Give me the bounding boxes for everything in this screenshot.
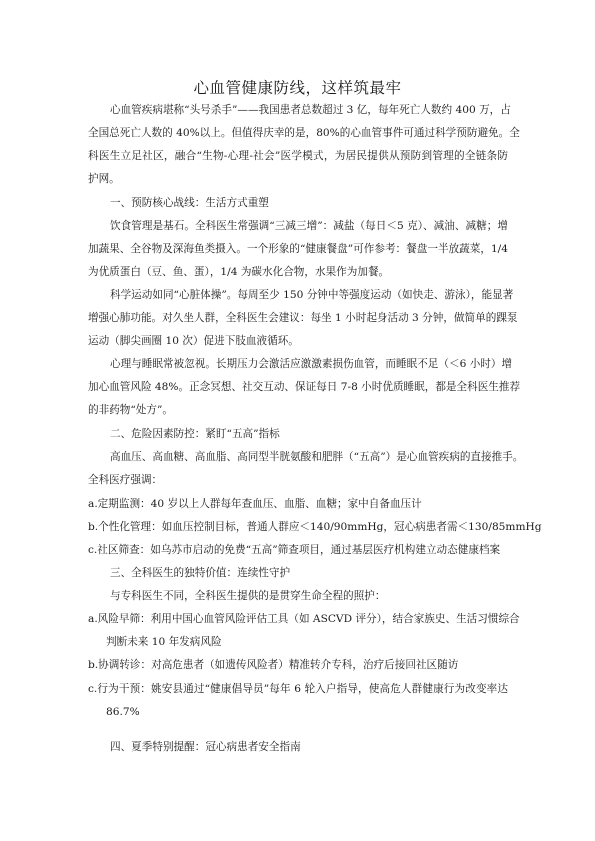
paragraph-line: 的非药物“处方”。 <box>88 404 173 416</box>
paragraph-line: 运动（脚尖画圈 10 次）促进下肢血液循环。 <box>88 335 299 347</box>
intro-line: 心血管疾病堪称“头号杀手”——我国患者总数超过 3 亿，每年死亡人数约 400 万，占 <box>110 104 511 116</box>
paragraph-line: 加蔬果、全谷物及深海鱼类摄入。一个形象的“健康餐盘”可作参考：餐盘一半放蔬菜，1/4 <box>88 243 508 255</box>
intro-line: 科医生立足社区，融合“生物-心理-社会”医学模式，为居民提供从预防到管理的全链条防 <box>88 150 508 162</box>
section-heading: 三、全科医生的独特价值：连续性守护 <box>110 567 291 579</box>
paragraph-line: 全科医疗强调： <box>88 474 163 486</box>
document-title: 心血管健康防线，这样筑最牢 <box>193 79 402 97</box>
list-item: b.个性化管理：如血压控制目标，普通人群应＜140/90mmHg，冠心病患者需＜130/85mmHg <box>88 521 542 533</box>
list-item-continuation: 判断未来 10 年发病风险 <box>106 636 222 648</box>
paragraph-line: 高血压、高血糖、高血脂、高同型半胱氨酸和肥胖（“五高”）是心血管疾病的直接推手。 <box>110 451 524 463</box>
paragraph-line: 与专科医生不同，全科医生提供的是贯穿生命全程的照护： <box>110 590 386 602</box>
paragraph-line: 心理与睡眠常被忽视。长期压力会激活应激激素损伤血管，而睡眠不足（＜6 小时）增 <box>110 358 513 370</box>
list-item: a.风险早筛：利用中国心血管风险评估工具（如 ASCVD 评分），结合家族史、生活习惯综合 <box>88 613 520 625</box>
section-heading: 四、夏季特别提醒：冠心病患者安全指南 <box>110 741 301 753</box>
list-item: c.行为干预：姚安县通过“健康倡导员”每年 6 轮入户指导，使高危人群健康行为改变率达 <box>88 683 508 695</box>
paragraph-line: 增强心肺功能。对久坐人群，全科医生会建议：每坐 1 小时起身活动 3 分钟，做简单的踝泵 <box>88 312 518 324</box>
section-heading: 一、预防核心战线：生活方式重塑 <box>110 197 269 209</box>
list-item: b.协调转诊：对高危患者（如遗传风险者）精准转介专科，治疗后接回社区随访 <box>88 659 459 671</box>
paragraph-line: 为优质蛋白（豆、鱼、蛋），1/4 为碳水化合物，水果作为加餐。 <box>88 266 390 278</box>
list-item: c.社区筛查：如乌苏市启动的免费“五高”筛查项目，通过基层医疗机构建立动态健康档案 <box>88 544 501 556</box>
intro-line: 护网。 <box>88 173 120 185</box>
section-heading: 二、危险因素防控：紧盯“五高”指标 <box>110 428 280 440</box>
paragraph-line: 饮食管理是基石。全科医生常强调“三减三增”：减盐（每日＜5 克）、减油、减糖；增 <box>110 220 508 232</box>
paragraph-line: 加心血管风险 48%。正念冥想、社交互动、保证每日 7-8 小时优质睡眠，都是全科医生推荐 <box>88 381 521 393</box>
list-item-continuation: 86.7% <box>106 706 140 718</box>
paragraph-line: 科学运动如同“心脏体操”。每周至少 150 分钟中等强度运动（如快走、游泳），能显著 <box>110 289 514 301</box>
list-item: a.定期监测：40 岁以上人群每年查血压、血脂、血糖；家中自备血压计 <box>88 498 422 510</box>
intro-line: 全国总死亡人数的 40%以上。但值得庆幸的是，80%的心血管事件可通过科学预防避免。全 <box>88 127 520 139</box>
